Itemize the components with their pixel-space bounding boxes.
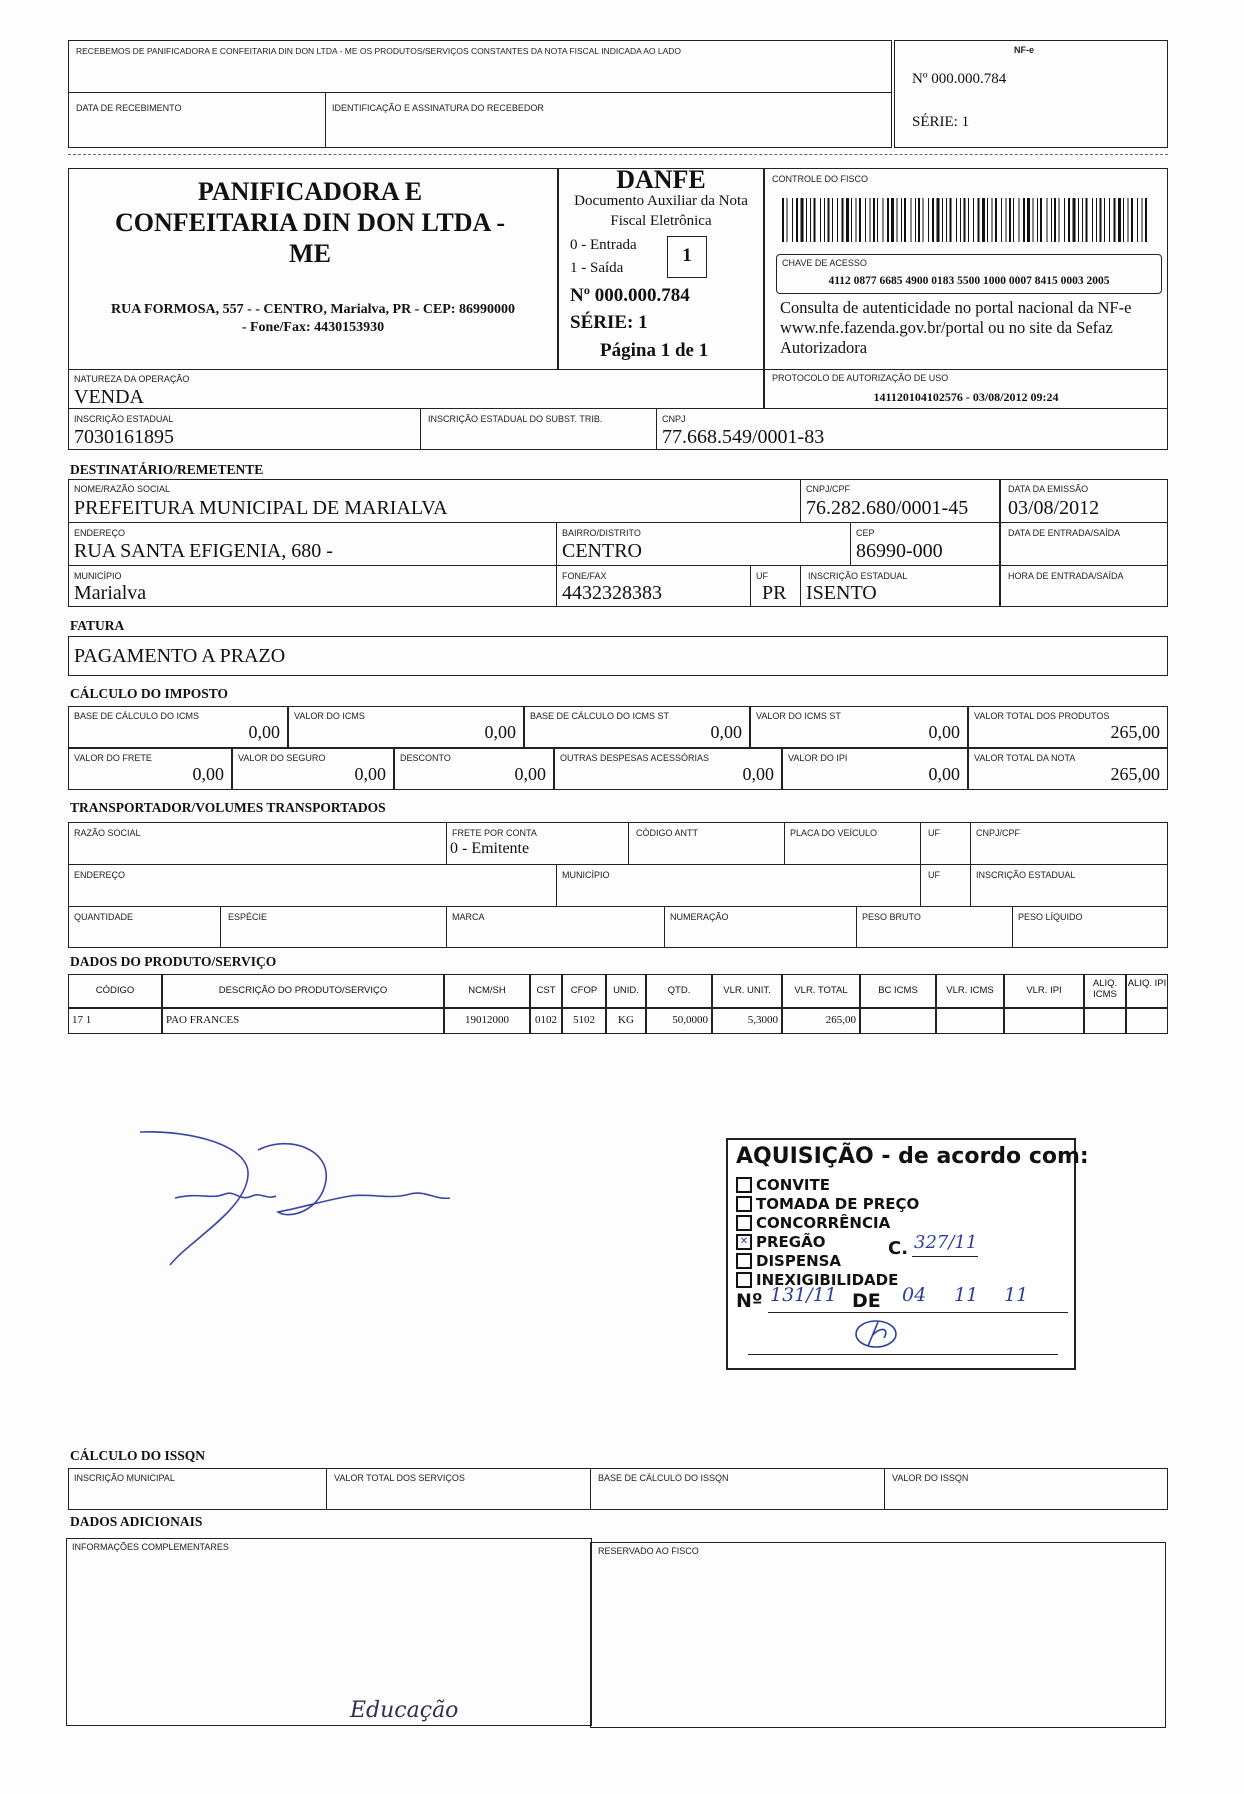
divider	[68, 565, 1000, 566]
transp-cnpj-label: CNPJ/CPF	[976, 828, 1021, 838]
barcode-bar	[1064, 198, 1065, 242]
imposto-value: 265,00	[1110, 722, 1160, 742]
barcode-bar	[1086, 198, 1088, 242]
imposto-value: 0,00	[710, 722, 742, 742]
imposto-label: DESCONTO	[400, 753, 451, 763]
receipt-date-label: DATA DE RECEBIMENTO	[76, 103, 182, 113]
dest-hora-label: HORA DE ENTRADA/SAÍDA	[1008, 571, 1124, 581]
table-header: CST	[536, 985, 556, 996]
table-header: CÓDIGO	[95, 985, 135, 996]
barcode-bar	[1023, 198, 1025, 242]
produtos-title: DADOS DO PRODUTO/SERVIÇO	[70, 954, 277, 969]
barcode-bar	[1118, 198, 1121, 242]
stamp-c-label: C.	[888, 1238, 909, 1259]
imposto-value: 0,00	[928, 722, 960, 742]
danfe-serie: SÉRIE: 1	[570, 312, 648, 333]
checkbox-icon	[736, 1253, 752, 1269]
barcode-bar	[887, 198, 889, 242]
dest-emissao: 03/08/2012	[1008, 497, 1100, 519]
barcode-bar	[856, 198, 857, 242]
barcode-bar	[928, 198, 929, 242]
imposto-label: VALOR DO IPI	[788, 753, 848, 763]
barcode-bar	[956, 198, 957, 242]
stub-nfe-label: NF-e	[1014, 45, 1034, 55]
barcode-bar	[1037, 198, 1038, 242]
stamp-option	[736, 1233, 825, 1251]
barcode-bar	[1137, 198, 1138, 242]
imposto-label: VALOR TOTAL DA NOTA	[974, 753, 1076, 763]
barcode-bar	[837, 198, 838, 242]
table-row-value: 265,00	[825, 1014, 856, 1026]
table-header: VLR. ICMS	[946, 985, 994, 996]
transp-antt-label: CÓDIGO ANTT	[636, 828, 699, 838]
divider	[800, 479, 801, 522]
cnpj-value: 77.668.549/0001-83	[662, 426, 825, 448]
chave-label: CHAVE DE ACESSO	[782, 258, 867, 268]
barcode-bar	[1027, 198, 1030, 242]
barcode-bar	[820, 198, 821, 242]
divider	[656, 408, 657, 450]
table-header: VLR. TOTAL	[794, 985, 848, 996]
barcode-bar	[1128, 198, 1129, 242]
divider	[920, 822, 921, 864]
table-header: ALIQ. IPI	[1127, 978, 1167, 989]
stamp-option	[736, 1214, 890, 1232]
imposto-label: OUTRAS DESPESAS ACESSÓRIAS	[560, 753, 710, 763]
barcode-bar	[877, 198, 878, 242]
dest-nome: PREFEITURA MUNICIPAL DE MARIALVA	[74, 497, 448, 519]
barcode-bar	[824, 198, 825, 242]
protocolo-value: 141120104102576 - 03/08/2012 09:24	[873, 390, 1059, 404]
control-label: CONTROLE DO FISCO	[772, 174, 869, 184]
table-header: VLR. UNIT.	[723, 985, 771, 996]
reservado-box	[590, 1542, 1166, 1728]
divider	[628, 822, 629, 864]
barcode-bar	[870, 198, 871, 242]
table-cell	[860, 1008, 936, 1034]
barcode-bar	[828, 198, 830, 242]
divider	[856, 906, 857, 948]
barcode-bar	[964, 198, 966, 242]
transp-peso-bruto-label: PESO BRUTO	[862, 912, 921, 922]
table-row-value: KG	[618, 1014, 634, 1026]
handwritten-note: Educação	[350, 1698, 459, 1723]
barcode-bar	[1123, 198, 1124, 242]
table-row-value: 50,0000	[672, 1014, 708, 1026]
table-header: ALIQ. ICMS	[1092, 978, 1118, 1000]
stamp-c-value: 327/11	[914, 1232, 978, 1253]
divider	[884, 1468, 885, 1510]
divider	[325, 92, 326, 148]
chave-value: 4112 0877 6685 4900 0183 5500 1000 0007 8415 0003 2005	[828, 275, 1110, 287]
barcode-bar	[1059, 198, 1060, 242]
dest-cnpj: 76.282.680/0001-45	[806, 497, 969, 519]
info-complementar-label: INFORMAÇÕES COMPLEMENTARES	[72, 1542, 229, 1552]
divider	[68, 864, 1168, 865]
transp-frete-label: FRETE POR CONTA	[452, 828, 537, 838]
natureza-value: VENDA	[74, 386, 144, 408]
emitente-phone: - Fone/Fax: 4430153930	[241, 320, 385, 335]
stamp-option-label: PREGÃO	[756, 1233, 826, 1251]
imposto-label: VALOR DO SEGURO	[238, 753, 326, 763]
transp-marca-label: MARCA	[452, 912, 485, 922]
imposto-label: BASE DE CÁLCULO DO ICMS	[74, 711, 200, 721]
stub-serie: SÉRIE: 1	[912, 114, 970, 130]
imposto-label: VALOR DO FRETE	[74, 753, 152, 763]
emitente-name: PANIFICADORA E CONFEITARIA DIN DON LTDA - ME	[114, 177, 506, 268]
barcode-bar	[923, 198, 924, 242]
table-header: UNID.	[613, 985, 639, 996]
transp-uf2-label: UF	[928, 870, 940, 880]
stamp-option-label: DISPENSA	[756, 1252, 842, 1270]
table-header: BC ICMS	[878, 985, 918, 996]
barcode-bar	[1092, 198, 1093, 242]
divider	[850, 522, 851, 565]
cnpj-label: CNPJ	[662, 414, 686, 424]
barcode-bar	[1051, 198, 1052, 242]
emitente-address: RUA FORMOSA, 557 - - CENTRO, Marialva, PR - CEP: 86990000	[110, 302, 516, 317]
stub-number: Nº 000.000.784	[912, 71, 1007, 87]
dest-uf-label: UF	[756, 571, 768, 581]
barcode-bar	[904, 198, 906, 242]
dest-nome-label: NOME/RAZÃO SOCIAL	[74, 484, 171, 494]
table-row-value: 5102	[573, 1014, 595, 1026]
barcode-bar	[915, 198, 916, 242]
stamp-option	[736, 1252, 841, 1270]
danfe-page: Página 1 de 1	[600, 340, 709, 361]
adicionais-title: DADOS ADICIONAIS	[70, 1514, 203, 1529]
danfe-tipo: 1	[682, 245, 692, 266]
barcode-bar	[810, 198, 811, 242]
barcode-bar	[1068, 198, 1070, 242]
issqn-base-label: BASE DE CÁLCULO DO ISSQN	[598, 1473, 729, 1483]
barcode-bar	[792, 198, 793, 242]
barcode	[782, 198, 1150, 242]
signature	[130, 1120, 470, 1280]
dest-ie: ISENTO	[806, 582, 877, 604]
transp-especie-label: ESPÉCIE	[228, 912, 268, 922]
checkbox-icon	[736, 1215, 752, 1231]
divider	[664, 906, 665, 948]
natureza-label: NATUREZA DA OPERAÇÃO	[74, 374, 190, 384]
dest-municipio-label: MUNICÍPIO	[74, 571, 122, 581]
receipt-signature-label: IDENTIFICAÇÃO E ASSINATURA DO RECEBEDOR	[332, 103, 544, 113]
danfe-subtitle-1: Documento Auxiliar da Nota	[574, 193, 748, 209]
ie-value: 7030161895	[74, 426, 174, 448]
checkbox-icon	[736, 1177, 752, 1193]
barcode-bar	[1033, 198, 1034, 242]
barcode-bar	[1082, 198, 1083, 242]
stamp-option-label: CONCORRÊNCIA	[756, 1214, 891, 1232]
divider	[1000, 522, 1168, 523]
dest-fone: 4432328383	[562, 582, 662, 604]
dest-emissao-label: DATA DA EMISSÃO	[1008, 484, 1089, 494]
imposto-label: VALOR DO ICMS	[294, 711, 365, 721]
destinatario-title: DESTINATÁRIO/REMETENTE	[70, 462, 264, 477]
divider	[750, 565, 751, 607]
barcode-bar	[801, 198, 804, 242]
dest-endereco-label: ENDEREÇO	[74, 528, 126, 538]
barcode-bar	[932, 198, 934, 242]
barcode-bar	[1109, 198, 1110, 242]
divider	[68, 906, 1168, 907]
divider	[556, 864, 557, 906]
danfe-subtitle-2: Fiscal Eletrônica	[610, 213, 712, 229]
dest-municipio: Marialva	[74, 582, 147, 604]
barcode-bar	[946, 198, 947, 242]
table-row-value: 5,3000	[747, 1014, 778, 1026]
stamp-option	[736, 1195, 919, 1213]
imposto-value: 0,00	[484, 722, 516, 742]
barcode-bar	[911, 198, 912, 242]
divider	[220, 906, 221, 948]
stamp-option-label: INEXIGIBILIDADE	[756, 1271, 899, 1289]
table-cell	[936, 1008, 1004, 1034]
stamp-initials	[838, 1314, 918, 1354]
table-header: VLR. IPI	[1026, 985, 1062, 996]
danfe-title: DANFE	[616, 165, 706, 194]
issqn-title: CÁLCULO DO ISSQN	[70, 1448, 206, 1463]
stamp-option-label: TOMADA DE PREÇO	[756, 1195, 920, 1213]
barcode-bar	[968, 198, 969, 242]
stamp-de-label: DE	[852, 1290, 881, 1312]
ie-row	[68, 408, 1168, 450]
barcode-bar	[1054, 198, 1056, 242]
transp-numeracao-label: NUMERAÇÃO	[670, 912, 729, 922]
transp-ie-label: INSCRIÇÃO ESTADUAL	[976, 870, 1076, 880]
divider	[590, 1468, 591, 1510]
table-row-value: 0102	[535, 1014, 557, 1026]
barcode-bar	[851, 198, 852, 242]
received-text: RECEBEMOS DE PANIFICADORA E CONFEITARIA DIN DON LTDA - ME OS PRODUTOS/SERVIÇOS CONSTANTES DA NOTA FISCAL INDICADA AO LADO	[76, 46, 682, 56]
transp-placa-label: PLACA DO VEÍCULO	[790, 828, 878, 838]
stamp-n-underline	[768, 1312, 1068, 1313]
transp-razao-label: RAZÃO SOCIAL	[74, 828, 141, 838]
barcode-bar	[1013, 198, 1014, 242]
barcode-bar	[1078, 198, 1079, 242]
barcode-bar	[992, 198, 993, 242]
imposto-label: BASE DE CÁLCULO DO ICMS ST	[530, 711, 670, 721]
table-cell	[1126, 1008, 1168, 1034]
divider	[68, 92, 892, 93]
barcode-bar	[842, 198, 844, 242]
barcode-bar	[1114, 198, 1116, 242]
imposto-value: 0,00	[742, 764, 774, 784]
stamp-option-label: CONVITE	[756, 1176, 830, 1194]
barcode-bar	[901, 198, 902, 242]
barcode-bar	[1040, 198, 1042, 242]
table-header: NCM/SH	[468, 985, 506, 996]
barcode-bar	[1142, 198, 1143, 242]
stamp-title: AQUISIÇÃO - de acordo com:	[736, 1144, 1089, 1169]
imposto-value: 0,00	[248, 722, 280, 742]
barcode-bar	[1104, 198, 1105, 242]
stamp-day: 04	[902, 1284, 927, 1306]
transp-frete: 0 - Emitente	[450, 840, 530, 857]
imposto-value: 0,00	[928, 764, 960, 784]
imposto-label: VALOR TOTAL DOS PRODUTOS	[974, 711, 1110, 721]
transp-endereco-label: ENDEREÇO	[74, 870, 126, 880]
table-cell	[1004, 1008, 1084, 1034]
imposto-value: 265,00	[1110, 764, 1160, 784]
divider	[556, 522, 557, 607]
table-cell	[1084, 1008, 1126, 1034]
barcode-bar	[950, 198, 952, 242]
fatura-value: PAGAMENTO A PRAZO	[74, 645, 286, 667]
dest-endereco: RUA SANTA EFIGENIA, 680 -	[74, 540, 333, 562]
barcode-bar	[973, 198, 974, 242]
barcode-bar	[1073, 198, 1076, 242]
barcode-bar	[987, 198, 988, 242]
divider	[420, 408, 421, 450]
divider	[784, 822, 785, 864]
barcode-bar	[832, 198, 833, 242]
stamp-n-label: Nº	[736, 1290, 763, 1312]
imposto-label: VALOR DO ICMS ST	[756, 711, 841, 721]
imposto-value: 0,00	[192, 764, 224, 784]
dest-uf: PR	[762, 582, 787, 604]
barcode-bar	[865, 198, 866, 242]
barcode-bar	[897, 198, 898, 242]
dest-bairro-label: BAIRRO/DISTRITO	[562, 528, 641, 538]
dest-cep: 86990-000	[856, 540, 943, 562]
barcode-bar	[978, 198, 980, 242]
info-complementar-box	[66, 1538, 592, 1726]
stamp-c-underline	[912, 1256, 978, 1257]
dest-bairro: CENTRO	[562, 540, 642, 562]
barcode-bar	[883, 198, 884, 242]
barcode-bar	[859, 198, 861, 242]
barcode-bar	[937, 198, 940, 242]
divider	[68, 522, 1000, 523]
barcode-bar	[873, 198, 875, 242]
barcode-bar	[782, 198, 784, 242]
imposto-value: 0,00	[354, 764, 386, 784]
danfe-entrada: 0 - Entrada	[570, 237, 637, 253]
checkbox-icon	[736, 1196, 752, 1212]
transp-peso-liquido-label: PESO LÍQUIDO	[1018, 912, 1083, 922]
divider	[1012, 906, 1013, 948]
danfe-saida: 1 - Saída	[570, 260, 624, 276]
barcode-bar	[814, 198, 816, 242]
danfe-number: Nº 000.000.784	[570, 285, 690, 306]
stamp-option	[736, 1176, 830, 1194]
ie-label: INSCRIÇÃO ESTADUAL	[74, 414, 174, 424]
barcode-bar	[1131, 198, 1133, 242]
table-row-value: 19012000	[465, 1014, 509, 1026]
transportador-title: TRANSPORTADOR/VOLUMES TRANSPORTADOS	[70, 800, 386, 815]
table-header: DESCRIÇÃO DO PRODUTO/SERVIÇO	[218, 985, 388, 996]
stamp-month: 11	[954, 1284, 979, 1306]
barcode-bar	[1145, 198, 1147, 242]
divider	[970, 864, 971, 906]
dest-fone-label: FONE/FAX	[562, 571, 607, 581]
dest-entrada-label: DATA DE ENTRADA/SAÍDA	[1008, 528, 1121, 538]
issqn-servicos-label: VALOR TOTAL DOS SERVIÇOS	[334, 1473, 465, 1483]
cut-line	[68, 154, 1168, 155]
table-row-value: PAO FRANCES	[166, 1014, 240, 1026]
stamp-n-value: 131/11	[770, 1284, 837, 1306]
receipt-stub	[68, 40, 892, 148]
transp-municipio-label: MUNICÍPIO	[562, 870, 610, 880]
dest-cnpj-label: CNPJ/CPF	[806, 484, 851, 494]
barcode-bar	[1047, 198, 1048, 242]
table-header: QTD.	[667, 985, 691, 996]
barcode-bar	[1001, 198, 1002, 242]
barcode-bar	[1100, 198, 1102, 242]
checkbox-icon	[736, 1272, 752, 1288]
barcode-bar	[942, 198, 943, 242]
barcode-bar	[995, 198, 997, 242]
divider	[446, 906, 447, 948]
imposto-value: 0,00	[514, 764, 546, 784]
barcode-bar	[982, 198, 985, 242]
dest-cep-label: CEP	[856, 528, 875, 538]
transportador-box	[68, 822, 1168, 948]
stamp-sign-line	[748, 1354, 1058, 1355]
divider	[800, 565, 801, 607]
issqn-inscricao-label: INSCRIÇÃO MUNICIPAL	[74, 1473, 175, 1483]
transp-quantidade-label: QUANTIDADE	[74, 912, 134, 922]
barcode-bar	[1019, 198, 1020, 242]
divider	[920, 864, 921, 906]
barcode-bar	[1096, 198, 1097, 242]
protocolo-label: PROTOCOLO DE AUTORIZAÇÃO DE USO	[772, 373, 949, 383]
reservado-label: RESERVADO AO FISCO	[598, 1546, 699, 1556]
fatura-title: FATURA	[70, 618, 125, 633]
barcode-bar	[1009, 198, 1011, 242]
issqn-valor-label: VALOR DO ISSQN	[892, 1473, 969, 1483]
barcode-bar	[796, 198, 798, 242]
ie-st-label: INSCRIÇÃO ESTADUAL DO SUBST. TRIB.	[428, 414, 603, 424]
barcode-bar	[891, 198, 894, 242]
stub-nfe-box	[894, 40, 1168, 148]
barcode-bar	[806, 198, 807, 242]
divider	[446, 822, 447, 864]
dest-ie-label: INSCRIÇÃO ESTADUAL	[808, 571, 908, 581]
divider	[970, 822, 971, 864]
barcode-bar	[846, 198, 849, 242]
table-header: CFOP	[570, 985, 598, 996]
barcode-bar	[787, 198, 788, 242]
imposto-title: CÁLCULO DO IMPOSTO	[70, 686, 229, 701]
acquisition-stamp	[726, 1138, 1089, 1370]
barcode-bar	[1006, 198, 1007, 242]
stamp-year: 11	[1004, 1284, 1029, 1306]
barcode-bar	[918, 198, 920, 242]
checkbox-icon: ✕	[736, 1234, 752, 1250]
barcode-bar	[960, 198, 961, 242]
divider	[1000, 565, 1168, 566]
divider	[326, 1468, 327, 1510]
table-row-value: 17 1	[72, 1014, 92, 1026]
transp-uf-label: UF	[928, 828, 940, 838]
consulta-text: Consulta de autenticidade no portal nacional da NF-e www.nfe.fazenda.gov.br/portal ou no site da Sefaz Autorizadora	[780, 298, 1132, 357]
